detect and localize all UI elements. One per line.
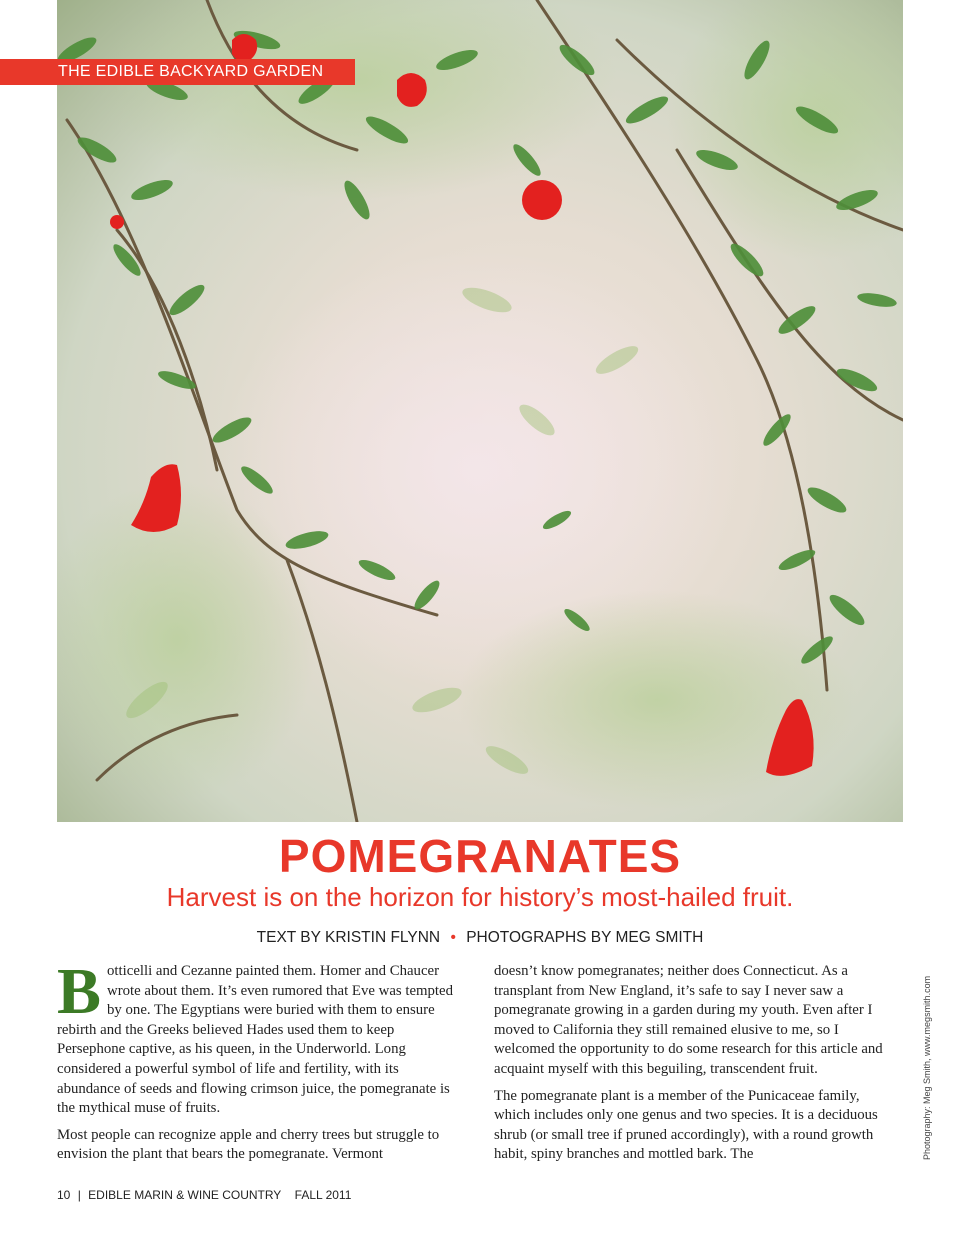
page-number: 10 [57, 1188, 71, 1202]
side-photo-credit: Photography: Meg Smith, www.megsmith.com [922, 975, 932, 1160]
drop-cap: B [57, 955, 102, 1028]
body-paragraph: Most people can recognize apple and cherry trees but struggle to envision the plant that bears the pomegranate. Vermont [57, 1126, 440, 1163]
hero-photo [57, 0, 903, 822]
paragraph-text: otticelli and Cezanne painted them. Homer and Chaucer wrote about them. It’s even rumored that Eve was tempted by one. The Egyptians were buried with them to ensure rebirth and the Greeks believed Hades used them to keep Persephone captive, as his queen, in the Underworld. Long considered a powerful symbol of life and fertility, with its abundance of seeds and flowing crimson juice, the pomegranate is the mythical muse of fruits. [57, 963, 454, 1117]
page-title: POMEGRANATES [278, 830, 682, 882]
issue-date: FALL 2011 [294, 1188, 352, 1202]
subtitle: Harvest is on the horizon for history’s most-hailed fruit. [166, 882, 794, 912]
body-column-left [57, 955, 457, 1172]
section-tag: THE EDIBLE BACKYARD GARDEN [0, 59, 355, 85]
body-column-right [494, 962, 894, 1172]
footer-divider: | [77, 1188, 81, 1202]
byline-separator: • [450, 929, 456, 946]
body-paragraph: The pomegranate plant is a member of the Punicaceae family, which includes only one genus and two species. It is a deciduous shrub (or small tree if pruned accordingly), with a round growth habit, spiny branches and mottled bark. The [494, 1087, 878, 1163]
body-paragraph: doesn’t know pomegranates; neither does Connecticut. As a transplant from New England, it’s safe to say I never saw a pomegranate growing in a garden during my youth. Even after I moved to California they still remained elusive to me, so I welcomed the opportunity to do some research for this article and acquaint myself with this beguiling, transcendent fruit. [494, 963, 883, 1077]
magazine-name: EDIBLE MARIN & WINE COUNTRY [88, 1188, 282, 1202]
body-paragraph [57, 955, 457, 1119]
byline [0, 927, 960, 949]
pomegranate-branches-illustration [57, 0, 903, 822]
photo-credit: PHOTOGRAPHS BY MEG SMITH [466, 929, 704, 946]
page-footer [57, 1188, 355, 1202]
text-credit: TEXT BY KRISTIN FLYNN [256, 929, 441, 946]
